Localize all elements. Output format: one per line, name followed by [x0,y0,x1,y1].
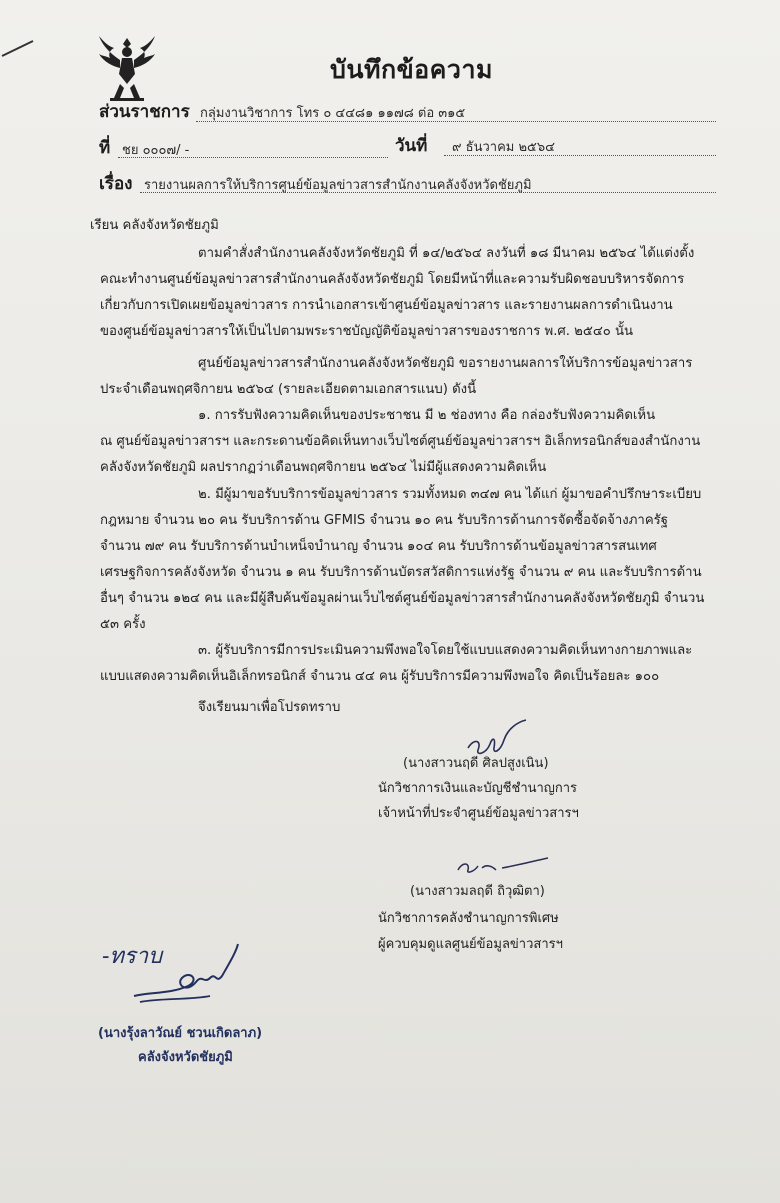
subject-value: รายงานผลการให้บริการศูนย์ข้อมูลข่าวสารสำนักงานคลังจังหวัดชัยภูมิ [144,178,532,193]
garuda-emblem-icon [96,34,158,104]
signature-2-position: นักวิชาการคลังชำนาญการพิเศษ [378,911,559,926]
body-line: อื่นๆ จำนวน ๑๒๔ คน และมีผู้สืบค้นข้อมูลผ่านเว็บไซต์ศูนย์ข้อมูลข่าวสารสำนักงานคลังจังหวัดชัยภูมิ จำนวน [100,591,705,606]
acknowledge-signature-handwriting [130,942,240,1008]
subject-dotted-line [140,192,716,193]
agency-value: กลุ่มงานวิชาการ โทร ๐ ๔๔๘๑ ๑๑๗๘ ต่อ ๓๑๕ [200,106,466,121]
body-line: แบบแสดงความคิดเห็นอิเล็กทรอนิกส์ จำนวน ๔๔ คน ผู้รับบริการมีความพึงพอใจ คิดเป็นร้อยละ ๑๐๐ [100,669,660,684]
body-line: ของศูนย์ข้อมูลข่าวสารให้เป็นไปตามพระราชบัญญัติข้อมูลข่าวสารของราชการ พ.ศ. ๒๕๔๐ นั้น [100,324,634,339]
ref-value: ชย ๐๐๐๗/ - [122,143,190,158]
acknowledge-note: -ทราบ [102,944,163,969]
body-line: ๕๓ ครั้ง [100,617,146,632]
body-line: กฎหมาย จำนวน ๒๐ คน รับบริการด้าน GFMIS จำนวน ๑๐ คน รับบริการด้านการจัดซื้อจัดจ้างภาครัฐ [100,513,669,528]
signature-1-role: เจ้าหน้าที่ประจำศูนย์ข้อมูลข่าวสารฯ [378,806,579,821]
closing-line: จึงเรียนมาเพื่อโปรดทราบ [198,700,341,715]
agency-dotted-line [196,121,716,122]
body-line: ๑. การรับฟังความคิดเห็นของประชาชน มี ๒ ช่องทาง คือ กล่องรับฟังความคิดเห็น [198,408,656,423]
body-line: เศรษฐกิจการคลังจังหวัด จำนวน ๑ คน รับบริการด้านบัตรสวัสดิการแห่งรัฐ จำนวน ๙ คน และรับบริการด้าน [100,565,702,580]
ref-label: ที่ [99,138,111,158]
signature-2-handwriting [452,854,552,878]
subject-label: เรื่อง [99,174,133,194]
body-line: จำนวน ๗๙ คน รับบริการด้านบำเหน็จบำนาญ จำนวน ๑๐๔ คน รับบริการด้านข้อมูลข่าวสารสนเทศ [100,539,657,554]
acknowledge-name: (นางรุ้งลาวัณย์ ชวนเกิดลาภ) [98,1026,263,1041]
signature-2-name: (นางสาวมลฤดี ถิวุฒิตา) [410,884,545,899]
signature-1-name: (นางสาวนฤดี ศิลปสูงเนิน) [403,756,549,771]
body-line: เกี่ยวกับการเปิดเผยข้อมูลข่าวสาร การนำเอกสารเข้าศูนย์ข้อมูลข่าวสาร และรายงานผลการดำเนินงาน [100,298,673,313]
body-line: ศูนย์ข้อมูลข่าวสารสำนักงานคลังจังหวัดชัยภูมิ ขอรายงานผลการให้บริการข้อมูลข่าวสาร [198,356,693,371]
salutation: เรียน คลังจังหวัดชัยภูมิ [90,218,219,233]
date-dotted-line [444,155,716,156]
memo-title: บันทึกข้อความ [330,55,493,84]
body-line: คลังจังหวัดชัยภูมิ ผลปรากฏว่าเดือนพฤศจิกายน ๒๕๖๔ ไม่มีผู้แสดงความคิดเห็น [100,460,547,475]
signature-1-position: นักวิชาการเงินและบัญชีชำนาญการ [378,781,578,796]
body-line: ตามคำสั่งสำนักงานคลังจังหวัดชัยภูมิ ที่ ๑๔/๒๕๖๔ ลงวันที่ ๑๘ มีนาคม ๒๕๖๔ ได้แต่งตั้ง [198,246,695,261]
body-line: คณะทำงานศูนย์ข้อมูลข่าวสารสำนักงานคลังจังหวัดชัยภูมิ โดยมีหน้าที่และความรับผิดชอบบริหารจัดการ [100,272,685,287]
ref-dotted-line [118,157,388,158]
body-line: ๒. มีผู้มาขอรับบริการข้อมูลข่าวสาร รวมทั้งหมด ๓๔๗ คน ได้แก่ ผู้มาขอคำปรึกษาระเบียบ [198,487,702,502]
acknowledge-position: คลังจังหวัดชัยภูมิ [138,1050,233,1065]
date-value: ๙ ธันวาคม ๒๕๖๔ [452,140,555,155]
body-line: ประจำเดือนพฤศจิกายน ๒๕๖๔ (รายละเอียดตามเอกสารแนบ) ดังนี้ [100,382,477,397]
pen-mark [0,38,36,58]
date-label: วันที่ [395,136,428,156]
signature-2-role: ผู้ควบคุมดูแลศูนย์ข้อมูลข่าวสารฯ [378,937,563,952]
body-line: ณ ศูนย์ข้อมูลข่าวสารฯ และกระดานข้อคิดเห็นทางเว็บไซต์ศูนย์ข้อมูลข่าวสารฯ อิเล็กทรอนิกส์ของสำนักงาน [100,434,701,449]
body-line: ๓. ผู้รับบริการมีการประเมินความพึงพอใจโดยใช้แบบแสดงความคิดเห็นทางกายภาพและ [198,643,693,658]
agency-label: ส่วนราชการ [99,102,190,122]
